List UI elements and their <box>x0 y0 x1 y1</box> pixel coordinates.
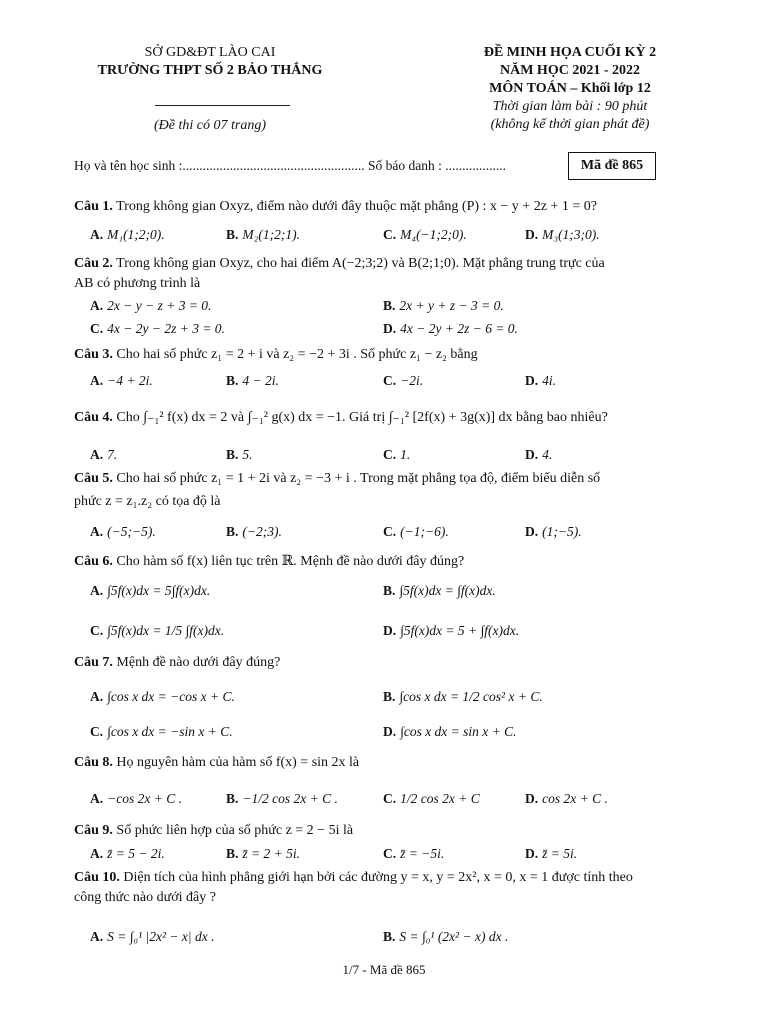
option-letter: C. <box>90 623 104 638</box>
school-header <box>60 44 360 80</box>
question-label: Câu 1. <box>74 199 113 214</box>
option-text: S = ∫₀¹ |2x² − x| dx . <box>107 929 215 944</box>
option-letter: A. <box>90 583 104 598</box>
question-label: Câu 6. <box>74 554 113 569</box>
option-text: z̄ = −5i. <box>400 846 445 861</box>
question-text: Cho hai số phức z₁ = 2 + i và z₂ = −2 + 3i . Số phức z₁ − z₂ bằng <box>112 347 478 362</box>
option-a <box>90 372 153 390</box>
question-text: Cho ∫₋₁² f(x) dx = 2 và ∫₋₁² g(x) dx = −1. Giá trị ∫₋₁² [2f(x) + 3g(x)] dx bằng bao nhiêu? <box>112 410 608 425</box>
option-letter: A. <box>90 373 104 388</box>
option-letter: B. <box>226 373 239 388</box>
option-text: ∫5f(x)dx = 1/5 ∫f(x)dx. <box>107 623 225 638</box>
option-b <box>383 688 543 706</box>
question-text: Cho hàm số f(x) liên tục trên ℝ. Mệnh đề nào dưới đây đúng? <box>112 554 465 569</box>
option-text: S = ∫₀¹ (2x² − x) dx . <box>399 929 509 944</box>
question-4 <box>74 408 694 428</box>
option-c <box>383 845 444 863</box>
option-letter: C. <box>90 724 104 739</box>
option-d <box>525 446 552 464</box>
option-letter: D. <box>383 623 397 638</box>
school-year: NĂM HỌC 2021 - 2022 <box>500 63 640 78</box>
option-letter: C. <box>383 524 397 539</box>
option-b <box>226 845 300 863</box>
option-text: z̄ = 2 + 5i. <box>242 846 300 861</box>
option-c <box>383 226 467 244</box>
school-name: TRƯỜNG THPT SỐ 2 BẢO THẮNG <box>97 63 323 78</box>
option-text: 1/2 cos 2x + C <box>400 791 480 806</box>
option-text: M₃(1;3;0). <box>542 227 600 242</box>
option-letter: B. <box>226 846 239 861</box>
question-label: Câu 2. <box>74 256 113 271</box>
option-letter: B. <box>383 583 396 598</box>
option-text: −4 + 2i. <box>107 373 153 388</box>
option-text: 1. <box>400 447 411 462</box>
question-label: Câu 4. <box>74 410 113 425</box>
option-c <box>90 723 233 741</box>
option-text: M₁(1;2;0). <box>107 227 165 242</box>
option-d <box>525 372 556 390</box>
option-letter: A. <box>90 689 104 704</box>
option-a <box>90 845 165 863</box>
option-a <box>90 688 235 706</box>
option-d <box>525 845 577 863</box>
option-letter: B. <box>226 524 239 539</box>
question-label: Câu 3. <box>74 347 113 362</box>
option-d <box>525 790 608 808</box>
question-label: Câu 5. <box>74 471 113 486</box>
question-text-cont: AB có phương trình là <box>74 276 201 291</box>
option-letter: D. <box>525 846 539 861</box>
option-text: 4x − 2y − 2z + 3 = 0. <box>107 321 225 336</box>
exam-header <box>420 44 720 134</box>
option-text: 2x − y − z + 3 = 0. <box>107 298 212 313</box>
option-d <box>525 226 600 244</box>
option-a <box>90 790 182 808</box>
option-d <box>383 723 517 741</box>
option-letter: D. <box>383 321 397 336</box>
option-text: ∫5f(x)dx = 5∫f(x)dx. <box>107 583 211 598</box>
option-text: −cos 2x + C . <box>107 791 182 806</box>
question-text: Cho hai số phức z₁ = 1 + 2i và z₂ = −3 + i . Trong mặt phẳng tọa độ, điểm biểu diễn số <box>112 471 601 486</box>
question-text: Họ nguyên hàm của hàm số f(x) = sin 2x là <box>112 755 360 770</box>
option-text: z̄ = 5 − 2i. <box>107 846 165 861</box>
question-5 <box>74 469 694 515</box>
question-text: Mệnh đề nào dưới đây đúng? <box>112 655 281 670</box>
student-info-line: Họ và tên học sinh :...................................................... Số báo danh : .................. <box>74 158 506 173</box>
option-letter: B. <box>226 447 239 462</box>
option-letter: D. <box>525 524 539 539</box>
option-c <box>90 320 225 338</box>
option-letter: C. <box>383 447 397 462</box>
question-text: Trong không gian Oxyz, cho hai điểm A(−2;3;2) và B(2;1;0). Mặt phẳng trung trực của <box>112 256 605 271</box>
option-letter: D. <box>525 447 539 462</box>
question-text-cont: công thức nào dưới đây ? <box>74 890 216 905</box>
department-name: SỞ GD&ĐT LÀO CAI <box>144 45 276 60</box>
option-b <box>226 790 338 808</box>
option-text: (−5;−5). <box>107 524 156 539</box>
option-d <box>525 523 582 541</box>
option-a <box>90 297 211 315</box>
option-text: M₂(1;2;1). <box>242 227 300 242</box>
option-letter: D. <box>383 724 397 739</box>
question-8 <box>74 753 694 773</box>
option-a <box>90 928 214 946</box>
exam-code-box <box>568 152 656 180</box>
option-b <box>383 297 504 315</box>
option-b <box>383 582 496 600</box>
option-text: z̄ = 5i. <box>542 846 578 861</box>
option-letter: A. <box>90 298 104 313</box>
option-letter: D. <box>525 227 539 242</box>
option-text: (1;−5). <box>542 524 582 539</box>
option-a <box>90 523 156 541</box>
option-letter: A. <box>90 929 104 944</box>
option-text: −2i. <box>400 373 424 388</box>
question-10 <box>74 868 694 908</box>
option-d <box>383 320 518 338</box>
subject-line: MÔN TOÁN – Khối lớp 12 <box>489 81 651 96</box>
option-c <box>90 622 224 640</box>
option-letter: A. <box>90 846 104 861</box>
option-text: ∫cos x dx = −sin x + C. <box>107 724 233 739</box>
question-text: Trong không gian Oxyz, điểm nào dưới đây thuộc mặt phẳng (P) : x − y + 2z + 1 = 0? <box>112 199 597 214</box>
option-text: (−1;−6). <box>400 524 449 539</box>
option-letter: C. <box>383 791 397 806</box>
option-text: 7. <box>107 447 118 462</box>
question-1 <box>74 197 694 217</box>
question-text: Diện tích của hình phẳng giới hạn bởi các đường y = x, y = 2x², x = 0, x = 1 được tính theo <box>119 870 633 885</box>
option-letter: B. <box>383 298 396 313</box>
option-c <box>383 790 480 808</box>
option-text: cos 2x + C . <box>542 791 608 806</box>
option-text: ∫cos x dx = sin x + C. <box>400 724 517 739</box>
option-b <box>226 372 279 390</box>
exam-title: ĐỀ MINH HỌA CUỐI KỲ 2 <box>483 45 657 60</box>
page-footer: 1/7 - Mã đề 865 <box>342 962 426 977</box>
option-a <box>90 582 210 600</box>
question-text: Số phức liên hợp của số phức z = 2 − 5i là <box>112 823 354 838</box>
option-letter: B. <box>226 227 239 242</box>
option-letter: C. <box>383 373 397 388</box>
option-text: (−2;3). <box>242 524 282 539</box>
option-text: 4 − 2i. <box>242 373 279 388</box>
option-text: ∫cos x dx = 1/2 cos² x + C. <box>399 689 543 704</box>
question-label: Câu 8. <box>74 755 113 770</box>
option-letter: A. <box>90 791 104 806</box>
option-letter: A. <box>90 447 104 462</box>
option-a <box>90 226 165 244</box>
option-letter: B. <box>226 791 239 806</box>
page-count-note: (Đề thi có 07 trang) <box>154 118 266 133</box>
option-letter: A. <box>90 227 104 242</box>
option-text: ∫cos x dx = −cos x + C. <box>107 689 235 704</box>
option-text: ∫5f(x)dx = ∫f(x)dx. <box>399 583 496 598</box>
option-b <box>383 928 508 946</box>
question-2 <box>74 254 694 294</box>
option-letter: D. <box>525 791 539 806</box>
option-text: ∫5f(x)dx = 5 + ∫f(x)dx. <box>400 623 520 638</box>
header-divider <box>155 105 290 106</box>
option-letter: C. <box>383 227 397 242</box>
question-3 <box>74 345 694 365</box>
question-label: Câu 9. <box>74 823 113 838</box>
option-a <box>90 446 117 464</box>
option-b <box>226 523 282 541</box>
question-label: Câu 7. <box>74 655 113 670</box>
time-note: (không kể thời gian phát đề) <box>490 117 650 132</box>
question-6 <box>74 552 694 572</box>
option-letter: B. <box>383 689 396 704</box>
option-b <box>226 226 300 244</box>
option-letter: D. <box>525 373 539 388</box>
option-text: M₄(−1;2;0). <box>400 227 467 242</box>
option-text: 4. <box>542 447 553 462</box>
option-d <box>383 622 519 640</box>
option-text: −1/2 cos 2x + C . <box>242 791 338 806</box>
question-text-cont: phức z = z₁.z₂ có tọa độ là <box>74 494 221 509</box>
option-c <box>383 446 410 464</box>
option-text: 2x + y + z − 3 = 0. <box>399 298 504 313</box>
option-letter: C. <box>383 846 397 861</box>
option-letter: A. <box>90 524 104 539</box>
option-c <box>383 372 423 390</box>
option-text: 4i. <box>542 373 557 388</box>
question-9 <box>74 821 694 841</box>
option-letter: B. <box>383 929 396 944</box>
time-limit: Thời gian làm bài : 90 phút <box>492 99 648 114</box>
option-letter: C. <box>90 321 104 336</box>
option-text: 4x − 2y + 2z − 6 = 0. <box>400 321 518 336</box>
option-text: 5. <box>242 447 253 462</box>
exam-code: Mã đề 865 <box>580 158 644 173</box>
question-label: Câu 10. <box>74 870 120 885</box>
option-c <box>383 523 449 541</box>
option-b <box>226 446 253 464</box>
question-7 <box>74 653 694 673</box>
